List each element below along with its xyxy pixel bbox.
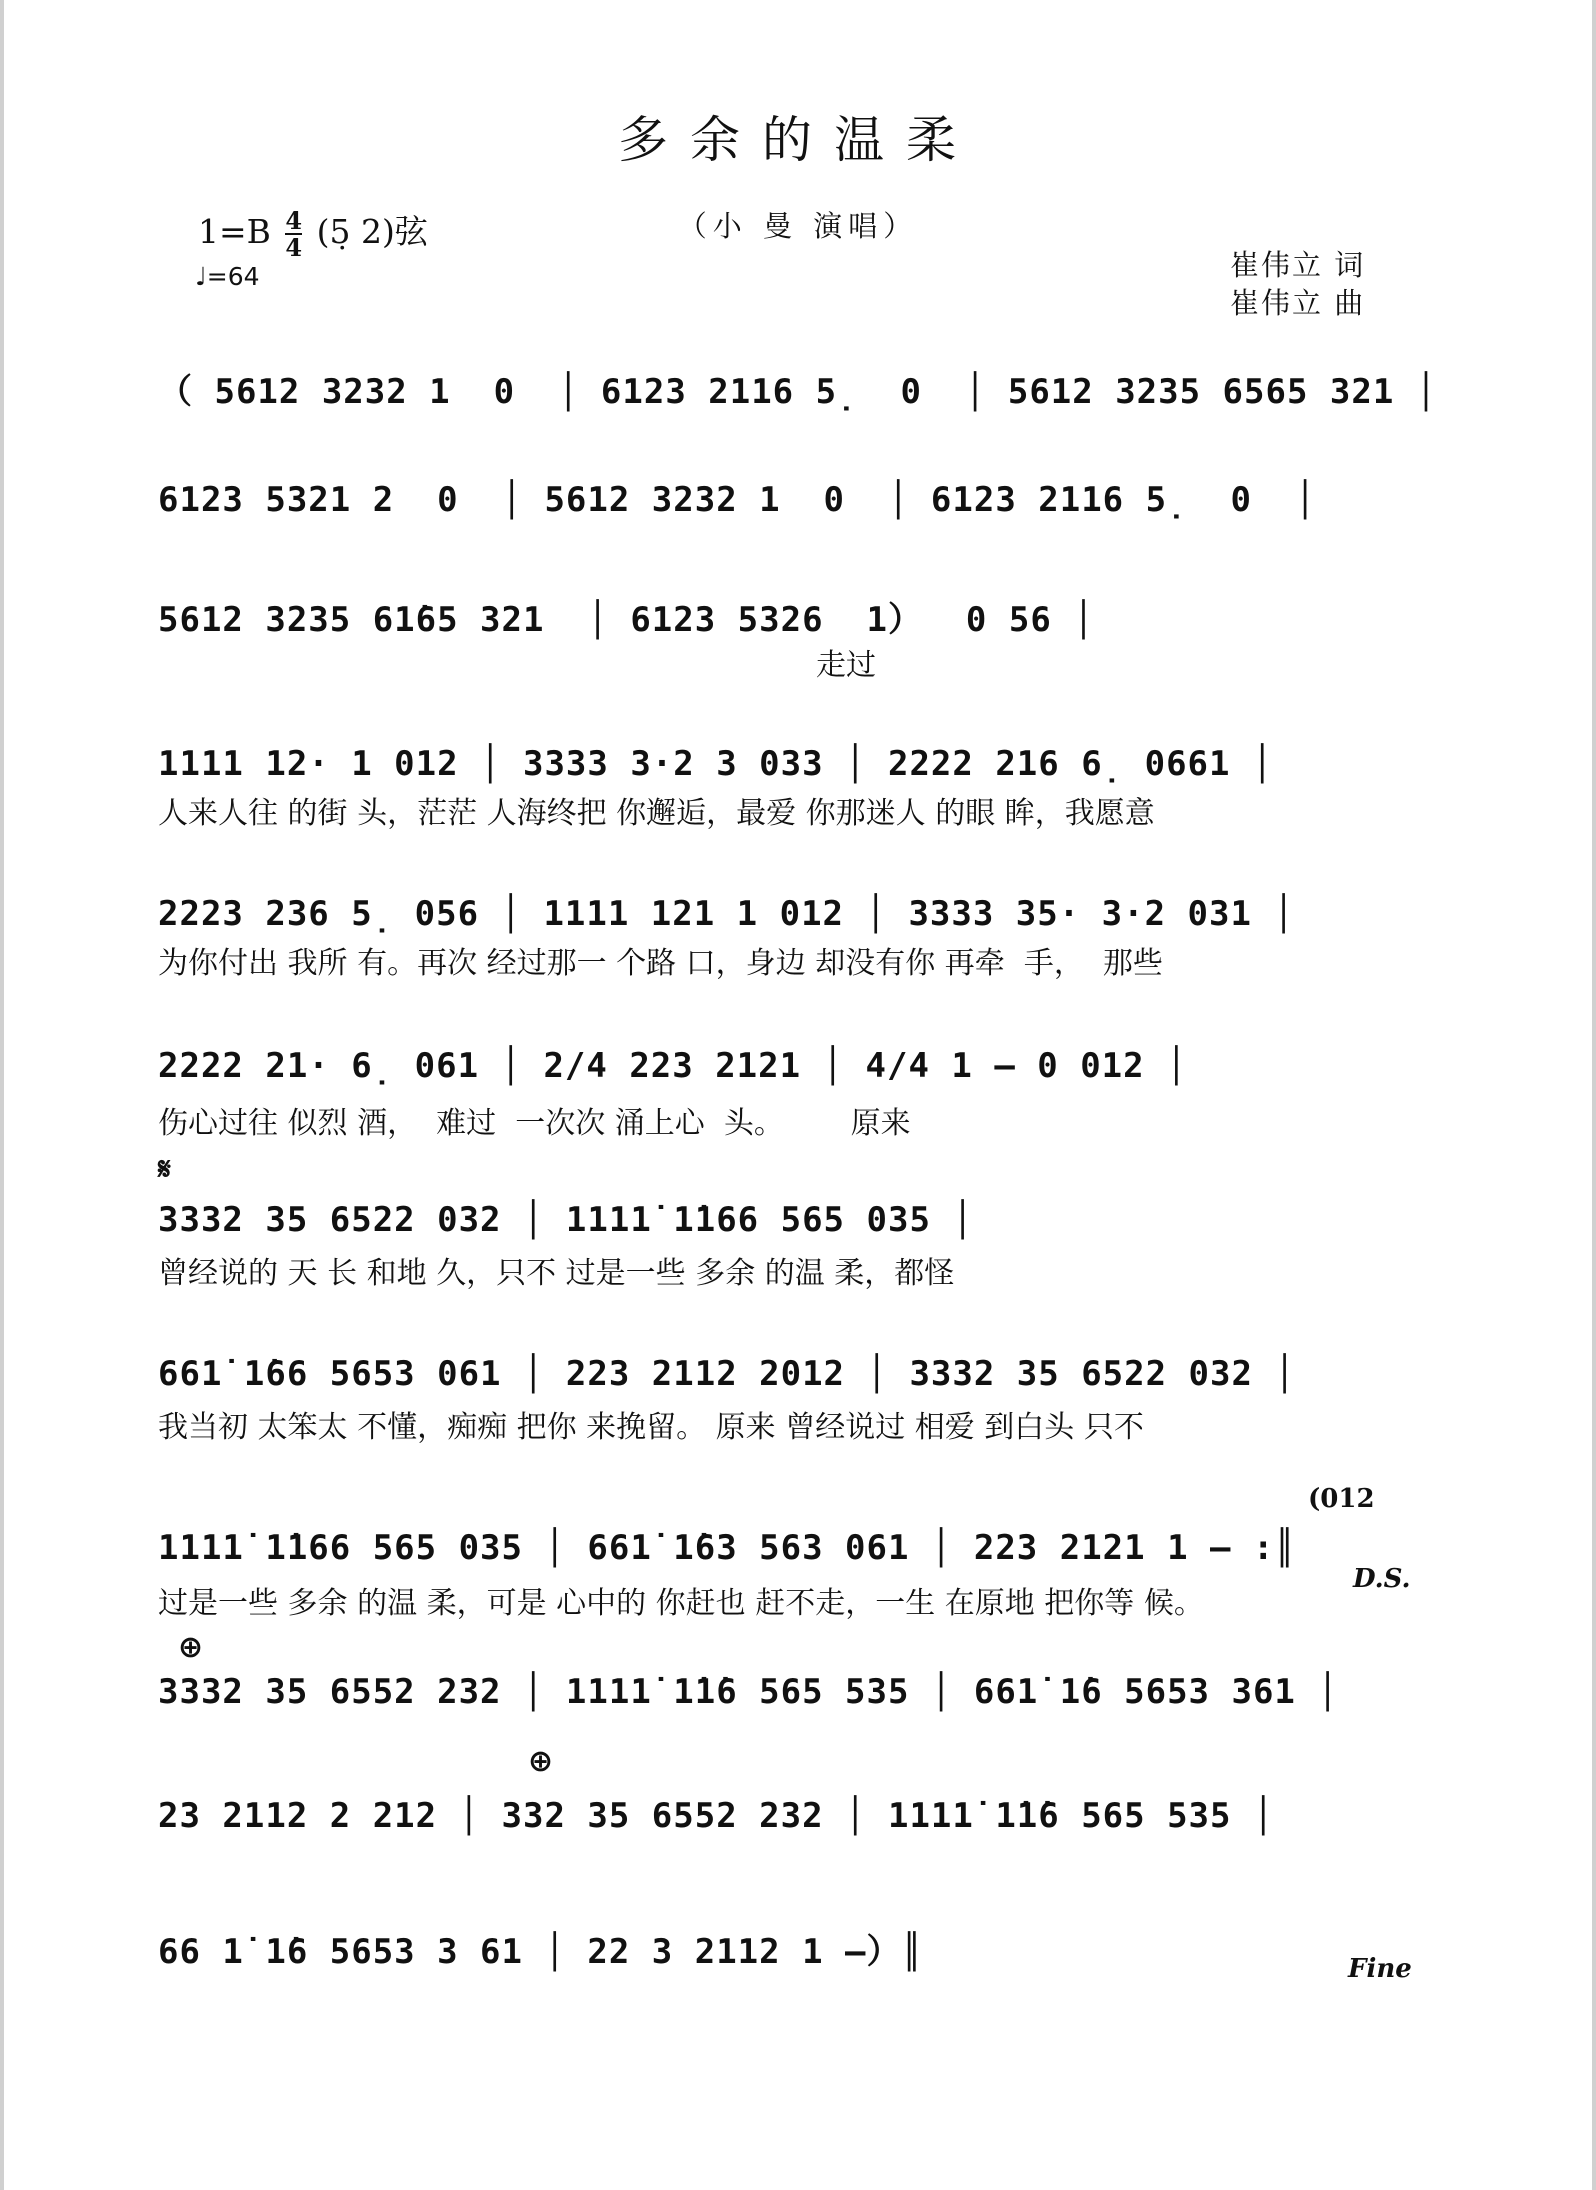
notes-text: 661̇ 1̇66 5653 061 │ 223 2112 2012 │ 3332 35 6522 032 │ [158,1354,1296,1394]
notes-text: （ 5612 3232 1 0 │ 6123 2116 5̣ 0 │ 5612 3235 6565 321 │ [158,372,1438,412]
notes-line [158,1782,1428,1852]
notes-line [158,1186,1428,1256]
key-intro: (5̣ 2)弦 [316,212,428,251]
notes-text: 3332 35 6552 232 │ 1111̇ 1̇1̇6 565 535 │ 661̇ 1̇6 5653 361 │ [158,1672,1339,1712]
fine-mark: Fine [1348,1954,1412,1984]
lyric-line: 为你付出 我所 有。再次 经过那一 个路 口，身边 却没有你 再牵 手， 那些 [158,946,1163,981]
page-right-edge [1592,0,1596,2190]
notes-text: 2222 21· 6̣ 061 │ 2/4 223 2121 │ 4/4 1 – 0 012 │ [158,1046,1188,1086]
notes-text: 6123 5321 2 0 │ 5612 3232 1 0 │ 6123 2116 5̣ 0 │ [158,480,1317,520]
notes-text: 1111 12· 1 012 │ 3333 3·2 3 033 │ 2222 216 6̣ 0661 │ [158,744,1274,784]
lyric-line: 人来人往 的街 头，茫茫 人海终把 你邂逅，最爱 你那迷人 的眼 眸，我愿意 [158,796,1155,831]
key-signature [198,206,428,260]
notes-line [158,1340,1428,1410]
lyric-line: 曾经说的 天 长 和地 久，只不 过是一些 多余 的温 柔，都怪 [158,1256,955,1291]
notes-text: 3332 35 6522 032 │ 1111̇ 1̇166 565 035 │ [158,1200,974,1240]
credits [1230,246,1365,322]
notes-line [158,1514,1428,1584]
notes-text: 2223 236 5̣ 056 │ 1111 121 1 012 │ 3333 35· 3·2 031 │ [158,894,1295,934]
lyric-line: 走过 [158,648,876,683]
tempo-mark: ♩=64 [195,262,260,291]
lyricist: 崔伟立 词 [1230,248,1366,282]
song-subtitle: （小 曼 演唱） [677,209,919,243]
time-signature [285,208,302,260]
key-main: 1=B [198,212,271,251]
ds-mark: D.S. [1353,1564,1411,1594]
time-bottom: 4 [285,233,303,262]
notes-line [158,1658,1428,1728]
lyric-line: 我当初 太笨太 不懂，痴痴 把你 来挽留。 原来 曾经说过 相爱 到白头 只不 [158,1410,1144,1445]
lyric-line: 伤心过往 似烈 酒， 难过 一次次 涌上心 头。 原来 [158,1106,911,1141]
notes-line [158,578,1428,648]
page-left-edge [0,0,4,2190]
composer: 崔伟立 曲 [1230,286,1366,320]
notes-line [158,1032,1428,1102]
notes-text: 1111̇ 1̇166 565 035 │ 661̇ 1̇63 563 061 │ 223 2121 1 – :║ [158,1528,1296,1568]
notes-line [158,1910,1428,1980]
notes-text: 66 1̇ 1̇6 5653 3 61 │ 22 3 2112 1 –）║ [158,1932,923,1972]
lyric-line: 过是一些 多余 的温 柔，可是 心中的 你赶也 赶不走，一生 在原地 把你等 候。 [158,1586,1204,1621]
notes-line [158,466,1428,536]
notes-text: 23 2112 2 212 │ 332 35 6552 232 │ 1111̇ 1̇1̇6 565 535 │ [158,1796,1275,1836]
time-top: 4 [285,206,303,235]
song-title: 多余的温柔 [618,111,978,169]
alternate-ending: (012 [1308,1484,1375,1514]
coda-sign: ⊕ [178,1630,204,1665]
segno-sign: 𝄋 [158,1152,171,1187]
notes-line [158,350,1438,420]
coda-sign: ⊕ [528,1744,554,1779]
notes-text: 5612 3235 61̇65 321 │ 6123 5326 1） 0 56 │ [158,600,1095,640]
